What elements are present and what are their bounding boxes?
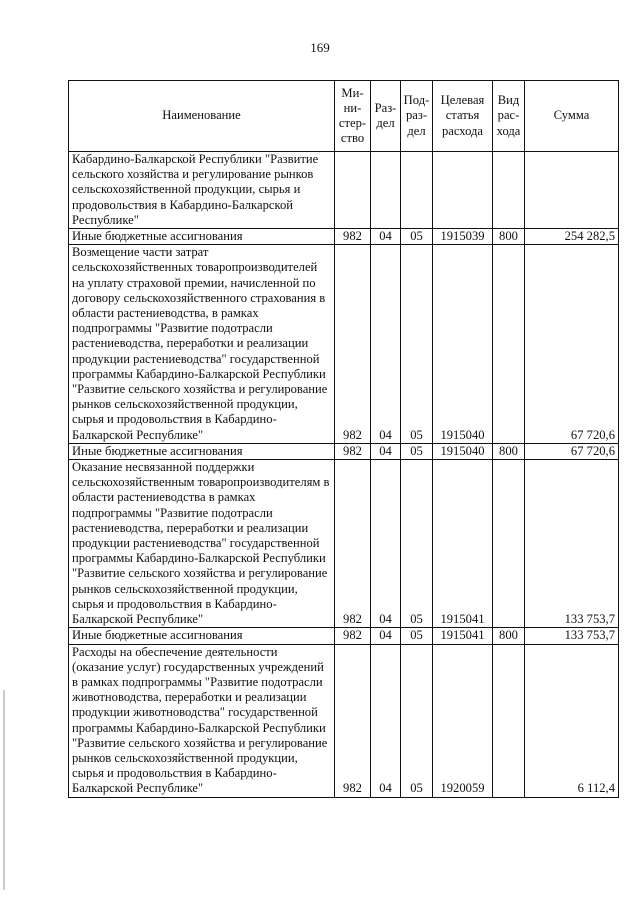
cell-ministry: 982 xyxy=(335,443,371,459)
cell-target: 1915039 xyxy=(433,229,493,245)
cell-name: Иные бюджетные ассигнования xyxy=(69,443,335,459)
scan-edge-mark xyxy=(3,690,5,890)
table-row xyxy=(69,229,619,245)
cell-target: 1915041 xyxy=(433,460,493,628)
header-target: Целевая статья расхода xyxy=(433,81,493,152)
cell-ministry: 982 xyxy=(335,628,371,644)
cell-section xyxy=(371,152,401,229)
cell-target: 1920059 xyxy=(433,644,493,797)
table-row xyxy=(69,628,619,644)
cell-target: 1915040 xyxy=(433,245,493,444)
header-section: Раз-дел xyxy=(371,81,401,152)
cell-target xyxy=(433,152,493,229)
cell-ministry: 982 xyxy=(335,460,371,628)
cell-name: Иные бюджетные ассигнования xyxy=(69,229,335,245)
cell-sum xyxy=(525,152,619,229)
cell-subsection: 05 xyxy=(401,460,433,628)
cell-subsection: 05 xyxy=(401,245,433,444)
cell-sum: 133 753,7 xyxy=(525,460,619,628)
cell-type: 800 xyxy=(493,443,525,459)
cell-name: Расходы на обеспечение деятельности (оказание услуг) государственных учреждений в рамках подпрограммы "Развитие подотрасли животноводства, переработки и реализации продукции животноводства" государственной программы Кабардино-Балкарской Республики "Развитие сельского хозяйства и регулирование рынков сельскохозяйственной продукции, сырья и продовольствия в Кабардино-Балкарской Республике" xyxy=(69,644,335,797)
table-header-row xyxy=(69,81,619,152)
cell-name: Иные бюджетные ассигнования xyxy=(69,628,335,644)
table-row xyxy=(69,245,619,444)
cell-subsection: 05 xyxy=(401,443,433,459)
cell-ministry xyxy=(335,152,371,229)
cell-ministry: 982 xyxy=(335,245,371,444)
cell-name: Оказание несвязанной поддержки сельскохозяйственным товаропроизводителям в области растениеводства в рамках подпрограммы "Развитие подотрасли растениеводства, переработки и реализации продукции растениеводства" государственной программы Кабардино-Балкарской Республики "Развитие сельского хозяйства и регулирование рынков сельскохозяйственной продукции, сырья и продовольствия в Кабардино-Балкарской Республике" xyxy=(69,460,335,628)
page-number: 169 xyxy=(310,40,330,55)
header-subsection: Под-раз-дел xyxy=(401,81,433,152)
header-ministry: Ми-ни-стер-ство xyxy=(335,81,371,152)
cell-sum: 6 112,4 xyxy=(525,644,619,797)
cell-type xyxy=(493,152,525,229)
cell-section: 04 xyxy=(371,443,401,459)
cell-type xyxy=(493,644,525,797)
cell-sum: 254 282,5 xyxy=(525,229,619,245)
cell-ministry: 982 xyxy=(335,644,371,797)
cell-name: Кабардино-Балкарской Республики "Развитие сельского хозяйства и регулирование рынков сельскохозяйственной продукции, сырья и продовольствия в Кабардино-Балкарской Республике" xyxy=(69,152,335,229)
header-type: Вид рас-хода xyxy=(493,81,525,152)
cell-type: 800 xyxy=(493,628,525,644)
cell-ministry: 982 xyxy=(335,229,371,245)
cell-section: 04 xyxy=(371,245,401,444)
cell-type: 800 xyxy=(493,229,525,245)
cell-subsection: 05 xyxy=(401,644,433,797)
table-row xyxy=(69,460,619,628)
header-sum: Сумма xyxy=(525,81,619,152)
budget-table xyxy=(68,80,619,798)
table-row xyxy=(69,443,619,459)
cell-section: 04 xyxy=(371,628,401,644)
cell-section: 04 xyxy=(371,229,401,245)
cell-subsection: 05 xyxy=(401,628,433,644)
cell-sum: 67 720,6 xyxy=(525,245,619,444)
header-name: Наименование xyxy=(69,81,335,152)
table-row xyxy=(69,152,619,229)
table-row xyxy=(69,644,619,797)
cell-subsection: 05 xyxy=(401,229,433,245)
cell-sum: 133 753,7 xyxy=(525,628,619,644)
cell-section: 04 xyxy=(371,644,401,797)
cell-type xyxy=(493,460,525,628)
cell-section: 04 xyxy=(371,460,401,628)
cell-sum: 67 720,6 xyxy=(525,443,619,459)
cell-target: 1915041 xyxy=(433,628,493,644)
cell-name: Возмещение части затрат сельскохозяйственных товаропроизводителей на уплату страховой премии, начисленной по договору сельскохозяйственного страхования в области растениеводства, в рамках подпрограммы "Развитие подотрасли растениеводства, переработки и реализации продукции растениеводства" государственной программы Кабардино-Балкарской Республики "Развитие сельского хозяйства и регулирование рынков сельскохозяйственной продукции, сырья и продовольствия в Кабардино-Балкарской Республике" xyxy=(69,245,335,444)
cell-type xyxy=(493,245,525,444)
cell-subsection xyxy=(401,152,433,229)
cell-target: 1915040 xyxy=(433,443,493,459)
